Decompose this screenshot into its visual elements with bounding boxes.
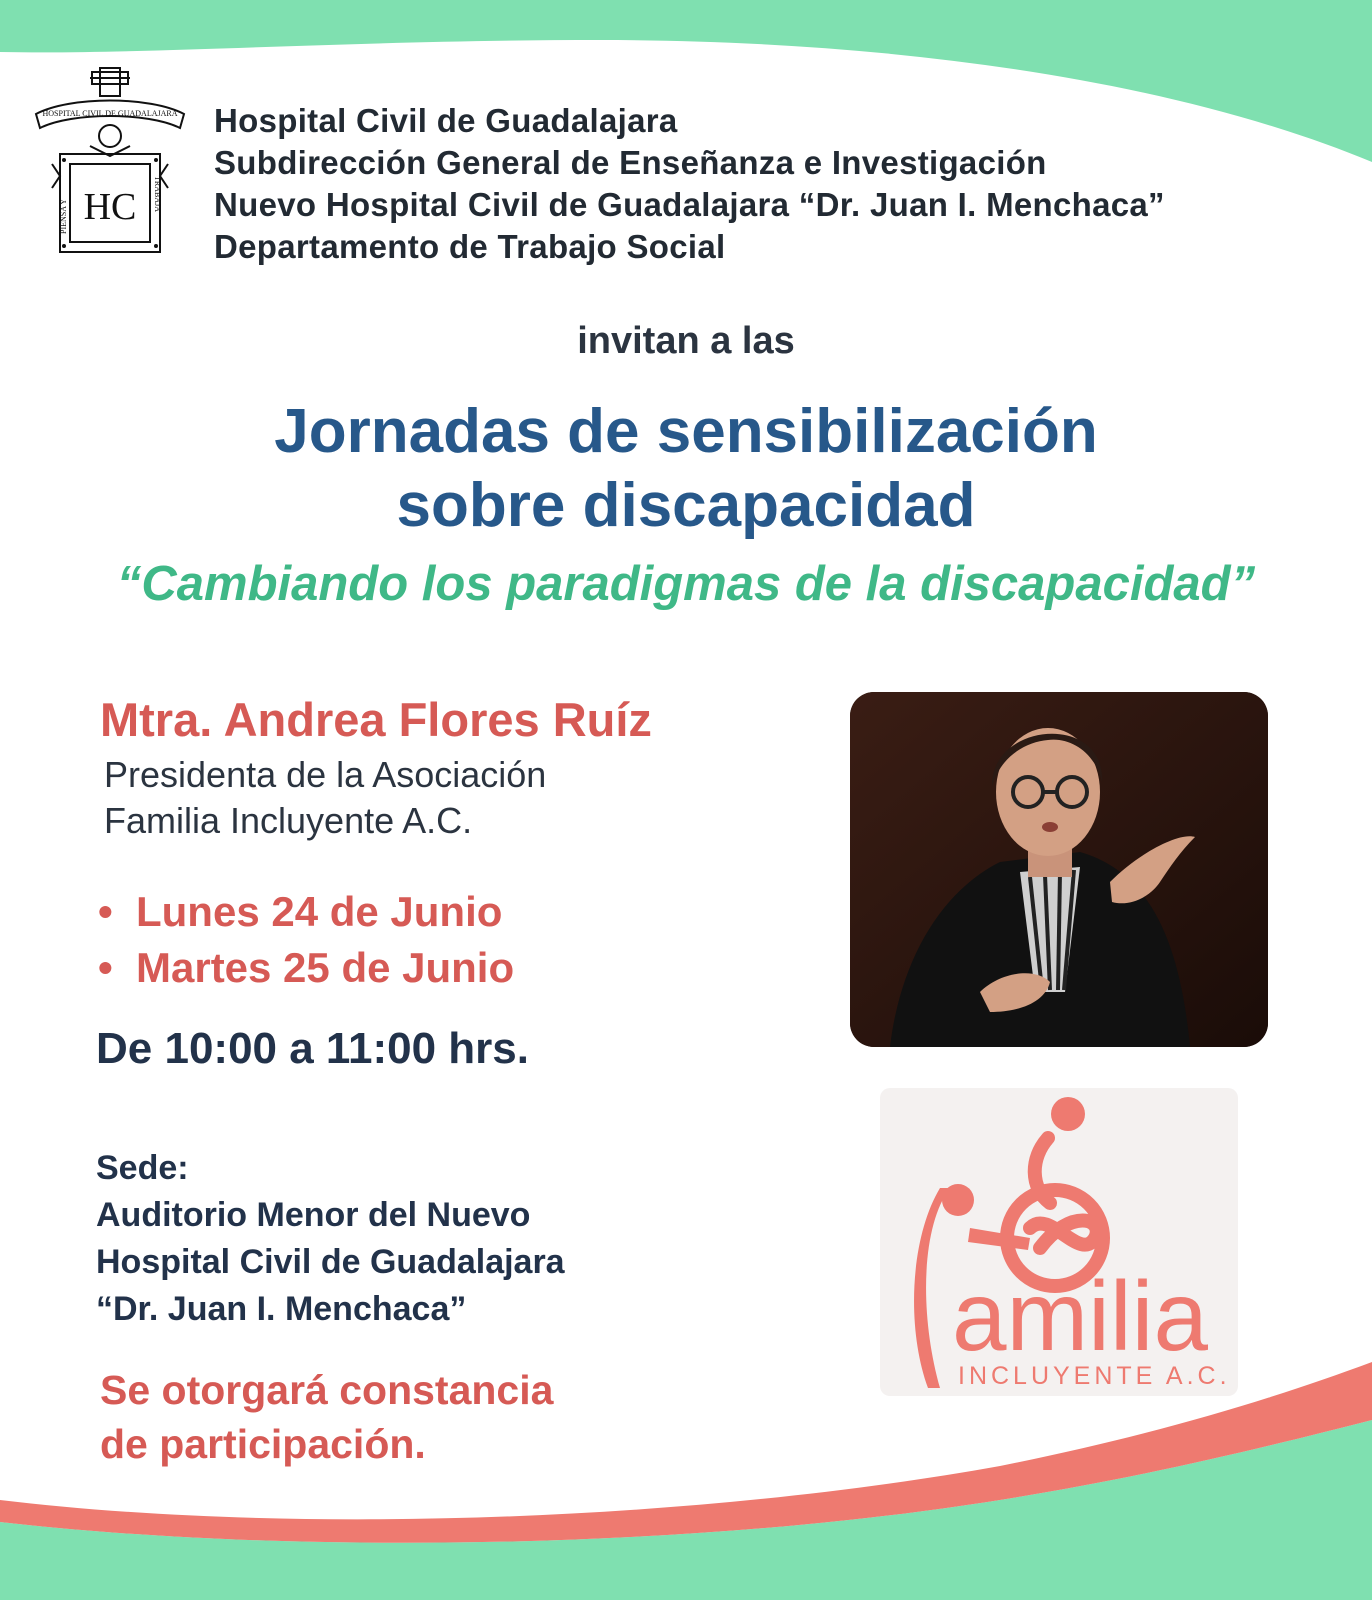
venue-block: [96, 1145, 565, 1333]
bullet-icon: •: [98, 944, 113, 991]
header-block: [214, 100, 1314, 268]
bullet-icon: •: [98, 888, 113, 935]
event-time: De 10:00 a 11:00 hrs.: [96, 1024, 529, 1073]
familia-incluyente-logo: [880, 1088, 1238, 1396]
venue-label: Sede:: [96, 1149, 189, 1187]
logo-word: amilia: [952, 1261, 1208, 1371]
seal-monogram: HC: [83, 186, 137, 228]
seal-right-motto: TRABAJA: [153, 176, 162, 213]
hospital-seal-icon: [30, 64, 190, 269]
invite-text: invitan a las: [577, 320, 795, 362]
seal-left-motto: PIENSA Y: [59, 198, 68, 234]
header-department: Departamento de Trabajo Social: [214, 228, 726, 265]
date-text: Martes 25 de Junio: [136, 944, 515, 991]
header-new-hospital: Nuevo Hospital Civil de Guadalajara “Dr. Juan I. Menchaca”: [214, 186, 1165, 223]
event-title-line2: sobre discapacidad: [396, 471, 976, 540]
venue-line3: “Dr. Juan I. Menchaca”: [96, 1290, 467, 1328]
certificate-line1: Se otorgará constancia: [100, 1367, 554, 1413]
seal-ring-text: HOSPITAL CIVIL DE GUADALAJARA: [42, 109, 178, 118]
date-item: [98, 940, 514, 996]
date-item: [98, 884, 514, 940]
date-list: [98, 884, 514, 996]
date-text: Lunes 24 de Junio: [136, 888, 503, 935]
certificate-line2: de participación.: [100, 1421, 426, 1467]
certificate-note: [100, 1363, 553, 1471]
speaker-role-line1: Presidenta de la Asociación: [104, 754, 547, 795]
event-title: [0, 395, 1372, 543]
venue-line1: Auditorio Menor del Nuevo: [96, 1196, 531, 1234]
event-title-line1: Jornadas de sensibilización: [274, 397, 1098, 466]
header-subdirection: Subdirección General de Enseñanza e Investigación: [214, 144, 1047, 181]
speaker-photo: [850, 692, 1268, 1047]
header-hospital-name: Hospital Civil de Guadalajara: [214, 102, 678, 139]
event-tagline: “Cambiando los paradigmas de la discapacidad”: [116, 557, 1256, 611]
logo-subtitle: INCLUYENTE A.C.: [958, 1362, 1231, 1390]
speaker-name: Mtra. Andrea Flores Ruíz: [100, 693, 652, 746]
speaker-role-line2: Familia Incluyente A.C.: [104, 800, 473, 841]
venue-line2: Hospital Civil de Guadalajara: [96, 1243, 565, 1281]
speaker-role: [104, 752, 546, 844]
